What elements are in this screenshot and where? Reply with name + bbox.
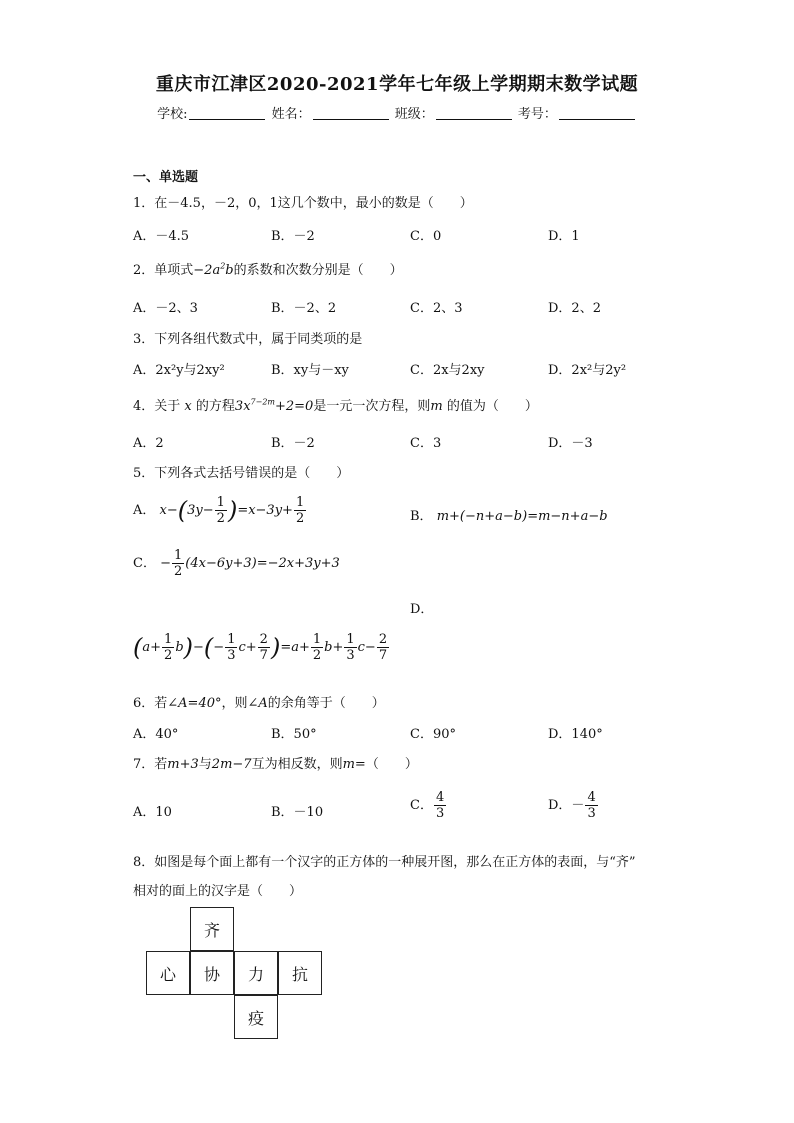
- q3-option-d: D．2x²与2y²: [548, 363, 627, 378]
- page-title: 重庆市江津区2020-2021学年七年级上学期期末数学试题: [155, 74, 639, 95]
- q6-option-c: C．90°: [410, 727, 456, 742]
- cube-face-left: 心: [146, 951, 190, 995]
- q1-option-a: A．－4.5: [133, 229, 190, 244]
- q2-option-a: A．－2、3: [133, 301, 198, 316]
- q1-option-d: D．1: [548, 229, 580, 244]
- cube-face-mid: 协: [190, 951, 234, 995]
- cube-face-top: 齐: [190, 907, 234, 951]
- q3-option-a: A．2x²y与2xy²: [133, 363, 225, 378]
- q2-option-c: C．2、3: [410, 301, 463, 316]
- school-label: 学校:: [157, 107, 188, 122]
- q4-option-d: D．－3: [548, 436, 593, 451]
- q4-stem: 4．关于 x 的方程$3x^{7-2m}+2=0$是一元一次方程，则m 的值为（ ）: [133, 397, 538, 414]
- id-blank: [559, 119, 635, 120]
- q5-option-d-label: D．: [410, 602, 434, 617]
- q7-option-a: A．10: [133, 805, 172, 820]
- class-blank: [436, 119, 512, 120]
- name-label: 姓名：: [271, 107, 311, 122]
- q6-option-b: B．50°: [271, 727, 317, 742]
- school-blank: [189, 119, 265, 120]
- q6-option-a: A．40°: [133, 727, 179, 742]
- q5-option-c: C． − $\frac{1}{2}$ (4x−6y+3)=−2x+3y+3: [133, 548, 340, 579]
- q7-stem: 7．若m+3与2m−7互为相反数，则m=（ ）: [133, 757, 418, 772]
- q7-option-d: D．－ $\frac{4}{3}$: [548, 790, 596, 821]
- q1-option-c: C．0: [410, 229, 442, 244]
- cube-face-right1: 力: [234, 951, 278, 995]
- student-info-line: [0, 103, 794, 122]
- q7-option-c: C． $\frac{4}{3}$: [410, 790, 445, 821]
- q1-option-b: B．－2: [271, 229, 315, 244]
- q2-expression: $-2a^2b$: [193, 261, 234, 278]
- q1-stem: 1．在－4.5，－2，0，1这几个数中，最小的数是（ ）: [133, 196, 473, 211]
- q2-stem: 2．单项式$-2a^2b$的系数和次数分别是（ ）: [133, 261, 403, 278]
- q5-option-d: (a+ $\frac{1}{2}$ b)−(− $\frac{1}{3}$ c+ $\frac{2}{7}$ )=a+ $\frac{1}{2}$ b+ $\frac{1}{3}$ c− $\frac{2}{7}$: [133, 632, 388, 663]
- q4-equation: $3x^{7-2m}+2=0$: [234, 397, 314, 414]
- name-blank: [313, 119, 389, 120]
- class-label: 班级：: [394, 107, 434, 122]
- q3-option-c: C．2x与2xy: [410, 363, 485, 378]
- q5-stem: 5．下列各式去括号错误的是（ ）: [133, 466, 350, 481]
- q5-option-b: B． m+(−n+a−b)=m−n+a−b: [410, 509, 608, 524]
- q8-stem-line1: 8．如图是每个面上都有一个汉字的正方体的一种展开图，那么在正方体的表面，与“齐”: [133, 855, 636, 870]
- q5-option-a: A． x−(3y− $\frac{1}{2}$ )=x−3y+ $\frac{1}{2}$: [133, 495, 305, 526]
- q6-option-d: D．140°: [548, 727, 603, 742]
- q4-option-b: B．－2: [271, 436, 315, 451]
- q3-option-b: B．xy与－xy: [271, 363, 349, 378]
- q6-stem: 6．若∠A=40°，则∠A的余角等于（ ）: [133, 696, 385, 711]
- q8-stem-line2: 相对的面上的汉字是（ ）: [133, 884, 303, 899]
- section-heading: 一、单选题: [133, 170, 199, 185]
- q2-option-b: B．－2、2: [271, 301, 337, 316]
- q2-option-d: D．2、2: [548, 301, 601, 316]
- q3-stem: 3．下列各组代数式中，属于同类项的是: [133, 332, 363, 347]
- cube-face-right2: 抗: [278, 951, 322, 995]
- q4-option-c: C．3: [410, 436, 442, 451]
- q4-option-a: A．2: [133, 436, 164, 451]
- cube-face-bottom: 疫: [234, 995, 278, 1039]
- q7-option-b: B．－10: [271, 805, 324, 820]
- id-label: 考号：: [517, 107, 557, 122]
